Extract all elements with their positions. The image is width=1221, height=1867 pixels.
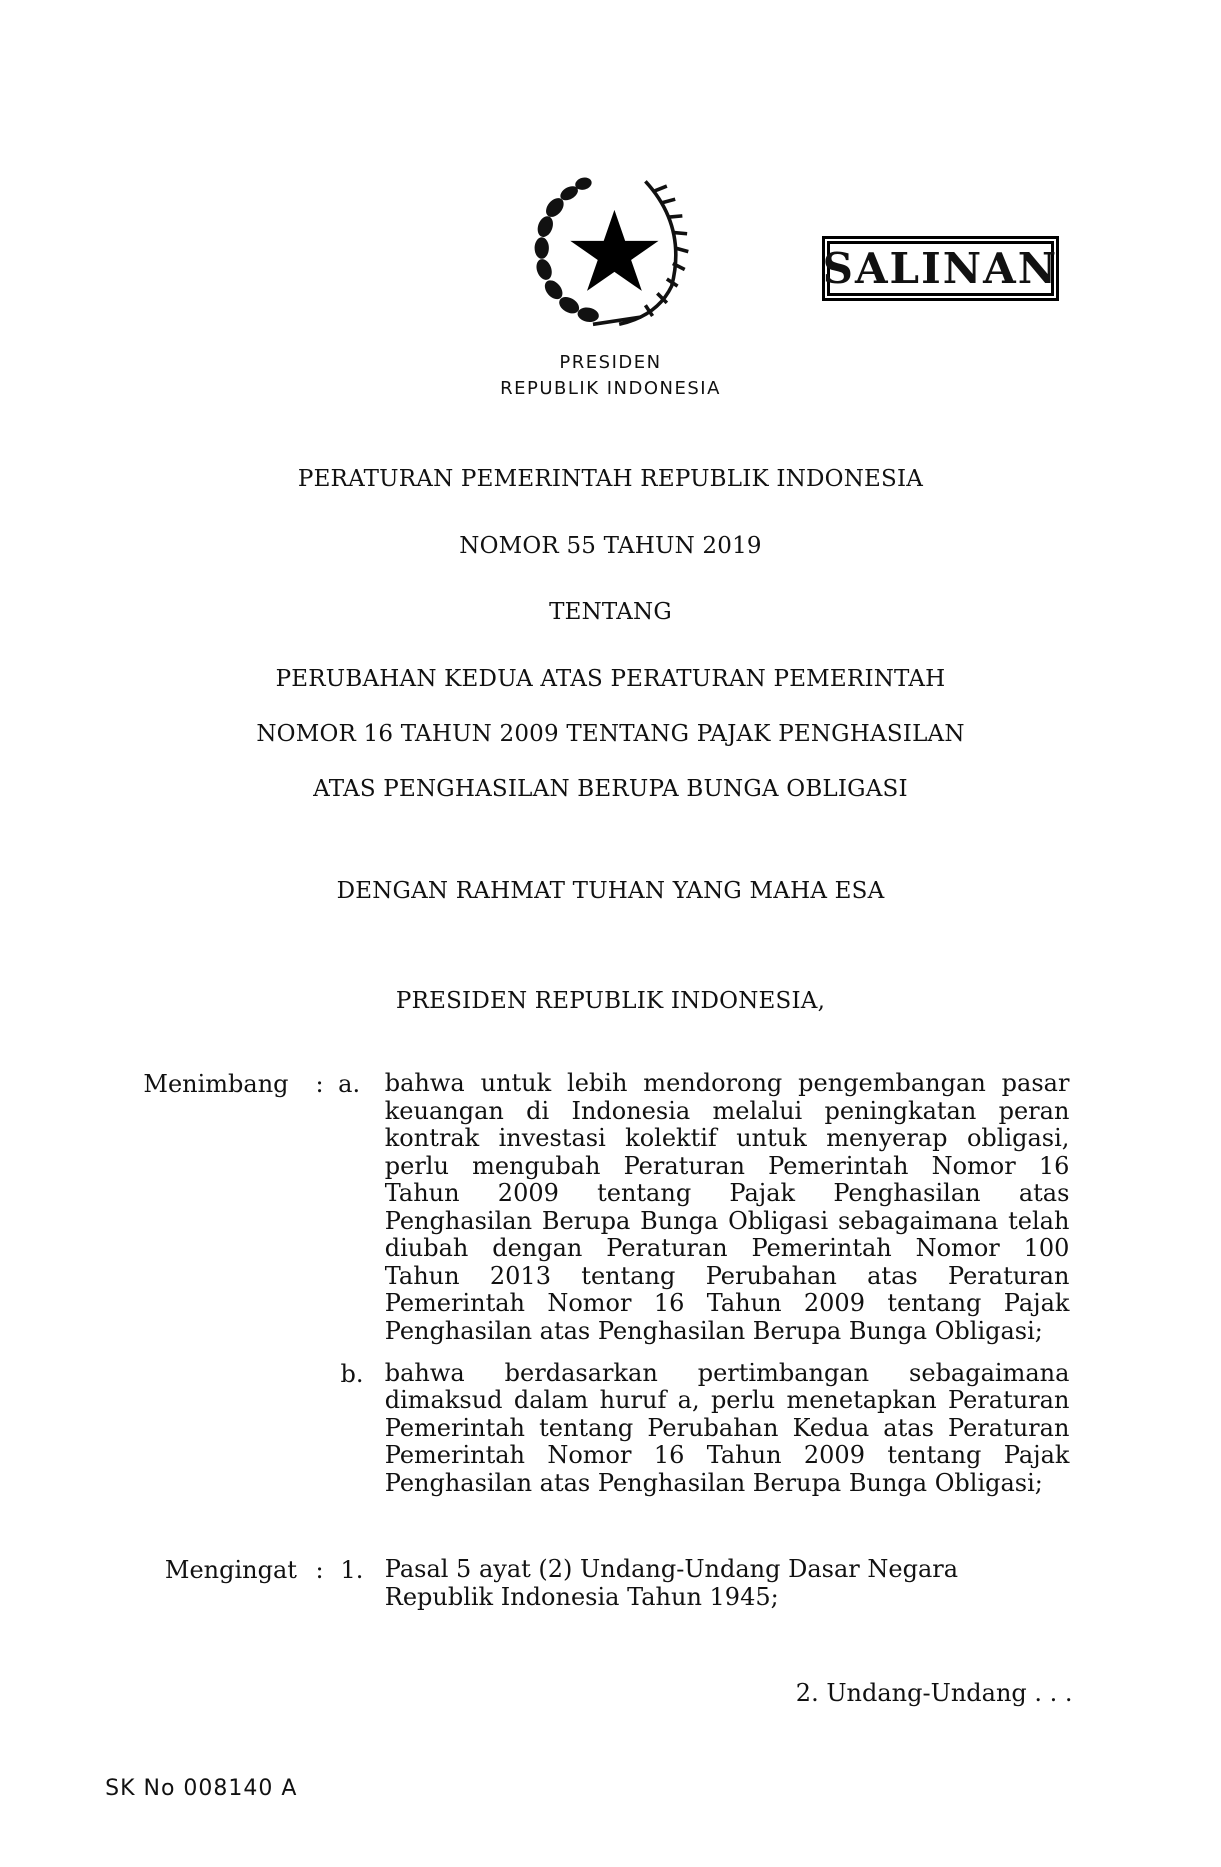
menimbang-item-b-marker: b. (340, 1359, 364, 1388)
title-line5: NOMOR 16 TAHUN 2009 TENTANG PAJAK PENGHASILAN (256, 720, 965, 747)
mengingat-label: Mengingat (164, 1556, 297, 1585)
mengingat-colon: : (315, 1556, 324, 1585)
preamble-line1: DENGAN RAHMAT TUHAN YANG MAHA ESA (336, 878, 885, 905)
title-line6: ATAS PENGHASILAN BERUPA BUNGA OBLIGASI (313, 775, 908, 802)
title-line4: PERUBAHAN KEDUA ATAS PERATURAN PEMERINTAH (275, 666, 946, 693)
issuer-line1: PRESIDEN (559, 351, 662, 373)
mengingat-item-1-text: Pasal 5 ayat (2) Undang-Undang Dasar Negara Republik Indonesia Tahun 1945; (384, 1555, 959, 1611)
issuer-line2: REPUBLIK INDONESIA (500, 377, 721, 399)
sk-number: SK No 008140 A (105, 1775, 298, 1801)
menimbang-item-a-marker: a. (338, 1070, 361, 1099)
menimbang-colon: : (315, 1070, 324, 1099)
garuda-star-emblem (526, 167, 703, 334)
title-line3: TENTANG (549, 599, 672, 626)
menimbang-item-b-text: bahwa berdasarkan pertimbangan sebagaimana dimaksud dalam huruf a, perlu menetapkan Peraturan Pemerintah tentang Perubahan Kedua atas Peraturan Pemerintah Nomor 16 Tahun 2009 tentang Pajak Penghasilan atas Penghasilan Berupa Bunga Obligasi; (384, 1358, 1070, 1497)
mengingat-item-1-marker: 1. (340, 1556, 364, 1585)
page-continuation: 2. Undang-Undang . . . (795, 1679, 1073, 1708)
menimbang-item-a-text: bahwa untuk lebih mendorong pengembangan pasar keuangan di Indonesia melalui peningkatan peran kontrak investasi kolektif untuk menyerap obligasi, perlu mengubah Peraturan Pemerintah Nomor 16 Tahun 2009 tentang Pajak Penghasilan atas Penghasilan Berupa Bunga Obligasi sebagaimana telah diubah dengan Peraturan Pemerintah Nomor 100 Tahun 2013 tentang Perubahan atas Peraturan Pemerintah Nomor 16 Tahun 2009 tentang Pajak Penghasilan atas Penghasilan Berupa Bunga Obligasi; (384, 1069, 1070, 1345)
salinan-label: SALINAN (827, 241, 1054, 297)
menimbang-label: Menimbang (143, 1070, 289, 1099)
title-line2: NOMOR 55 TAHUN 2019 (459, 532, 762, 559)
salinan-stamp (822, 236, 1059, 302)
preamble-line2: PRESIDEN REPUBLIK INDONESIA, (395, 987, 826, 1014)
title-line1: PERATURAN PEMERINTAH REPUBLIK INDONESIA (297, 465, 924, 492)
